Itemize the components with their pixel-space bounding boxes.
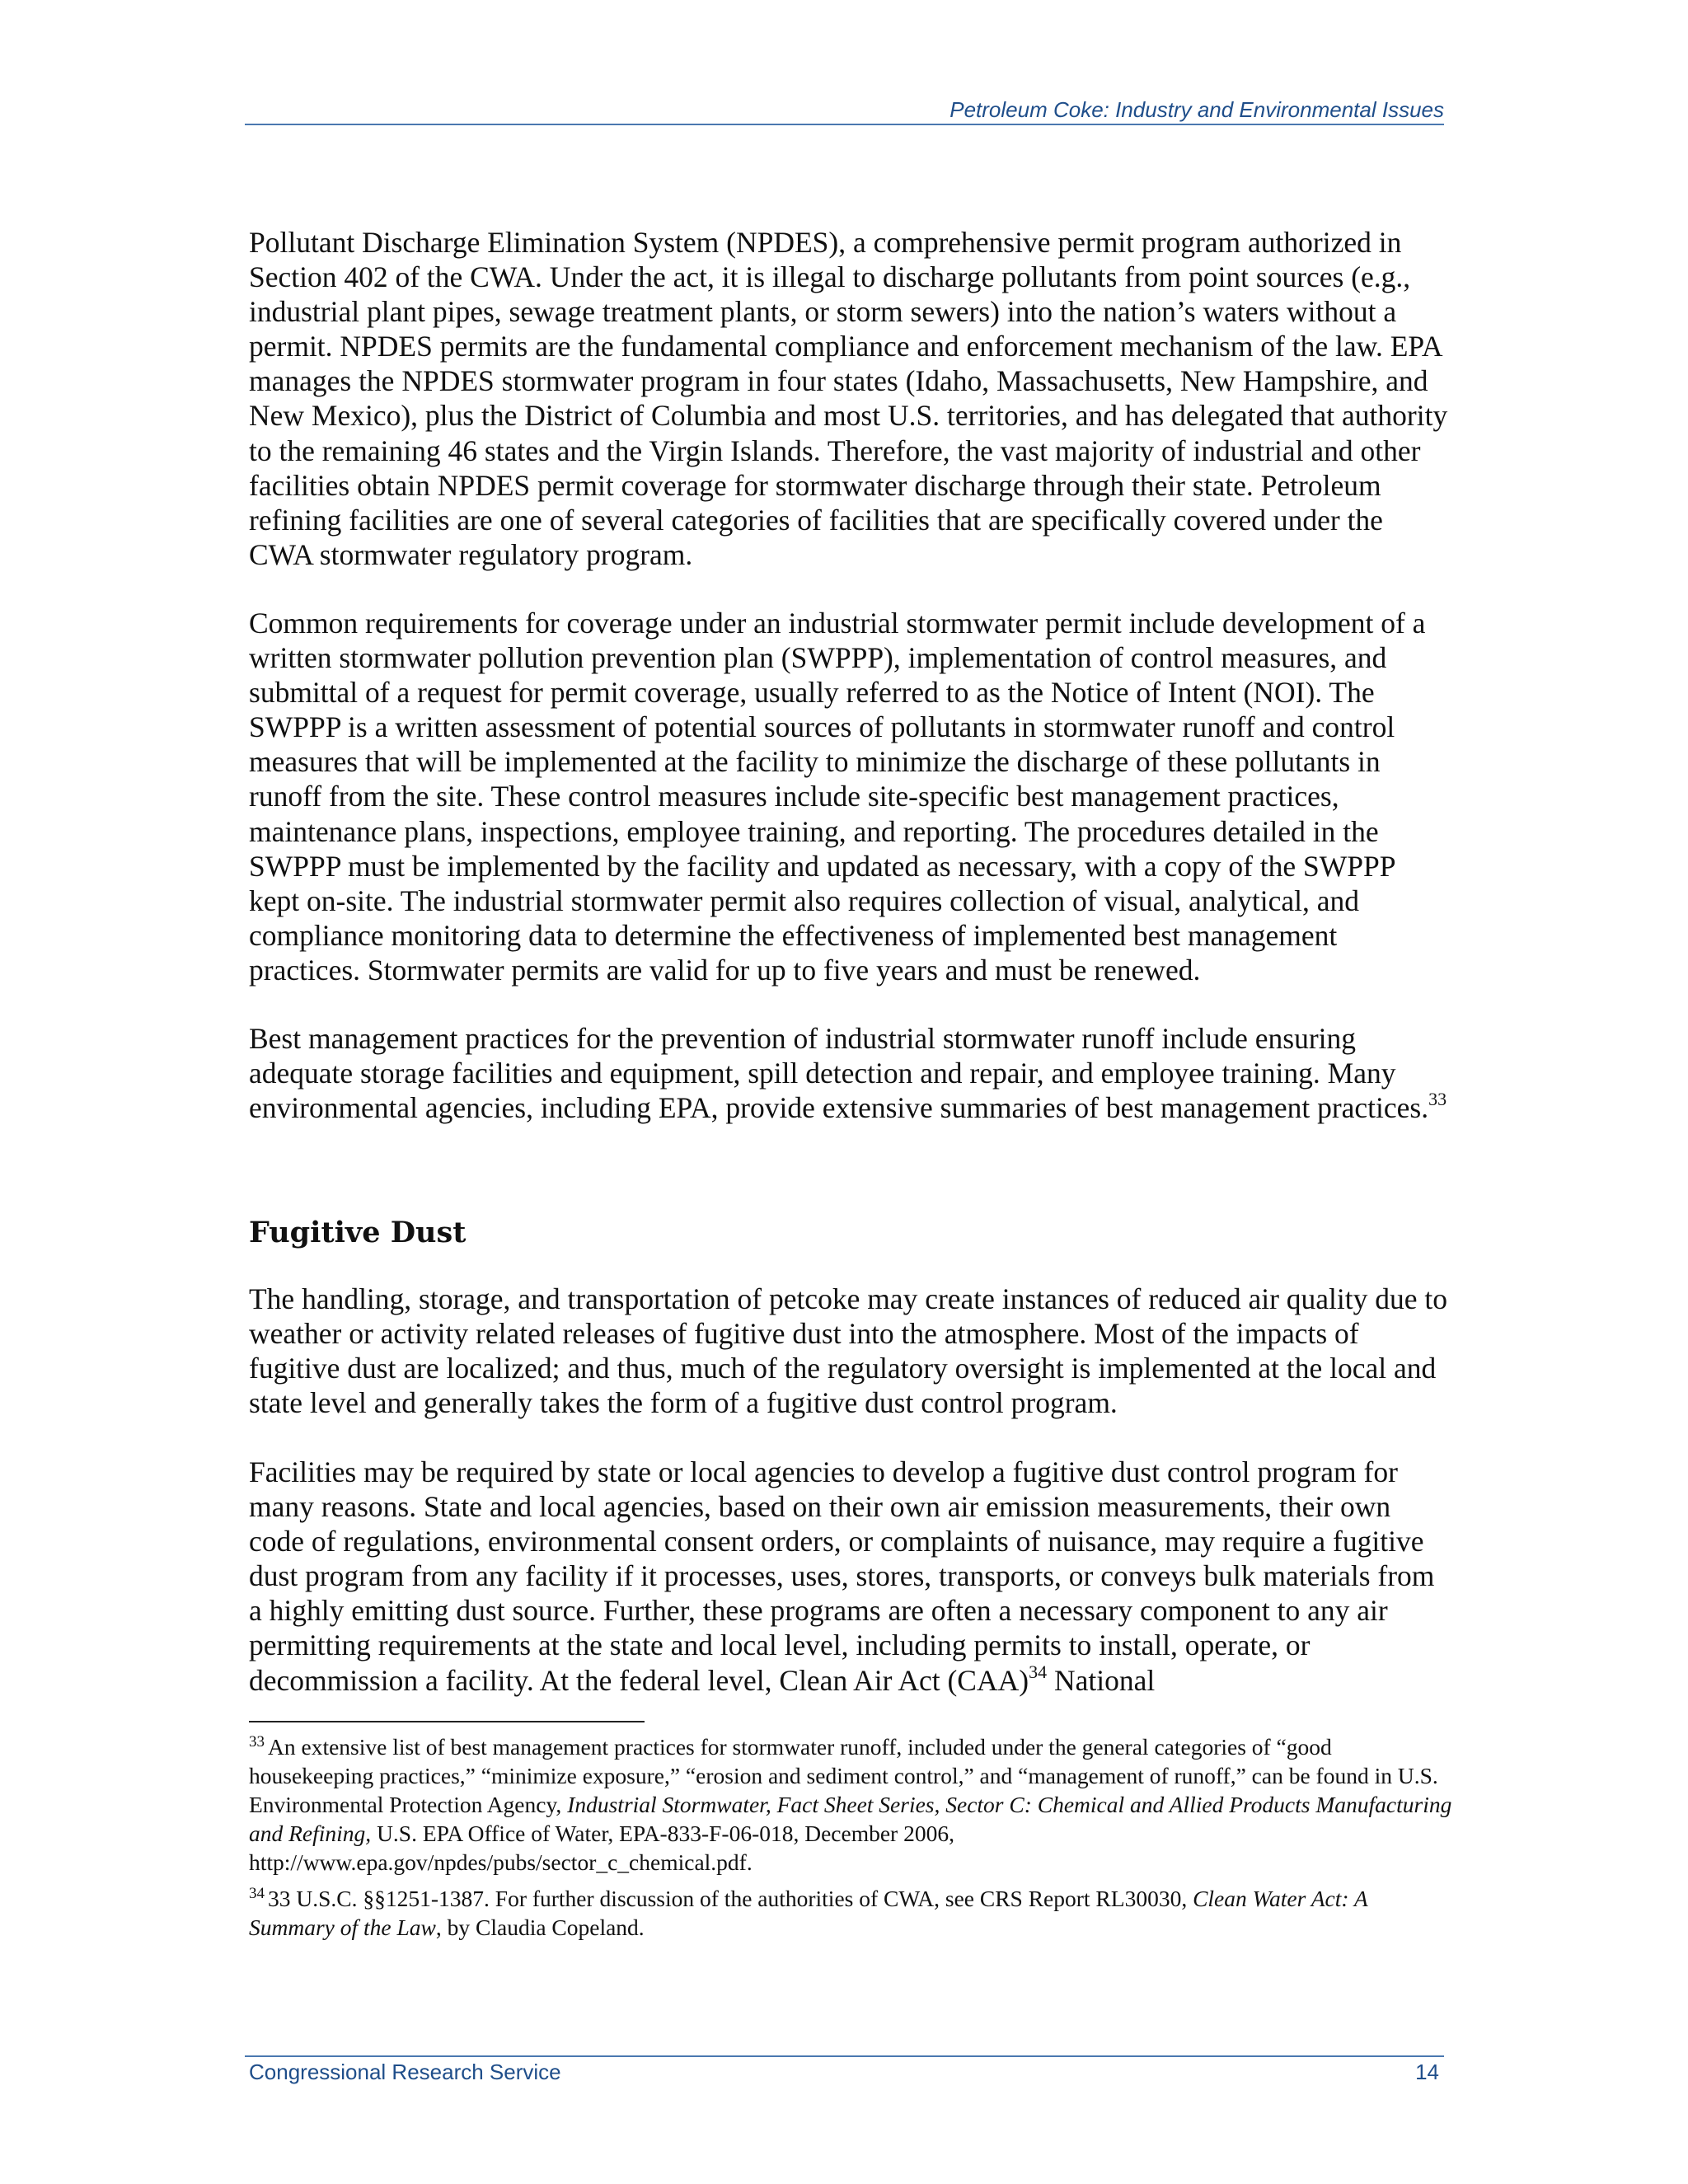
footnote-title: Clean Water Act: A Summary of the Law [249, 1886, 1368, 1940]
running-header: Petroleum Coke: Industry and Environmental Issues [950, 97, 1444, 122]
paragraph-best-management [249, 1021, 1452, 1125]
footnote-ref-34[interactable]: 34 [1029, 1661, 1048, 1682]
paragraph-npdes: Pollutant Discharge Elimination System (NPDES), a comprehensive permit program authorized in Section 402 of the CWA. Under the act, it is illegal to discharge pollutants from point sources (e.g., industrial plant pipes, sewage treatment plants, or storm sewers) into the nation’s waters without a permit. NPDES permits are the fundamental compliance and enforcement mechanism of the law. EPA manages the NPDES stormwater program in four states (Idaho, Massachusetts, New Hampshire, and New Mexico), plus the District of Columbia and most U.S. territories, and has delegated that authority to the remaining 46 states and the Virgin Islands. Therefore, the vast majority of industrial and other facilities obtain NPDES permit coverage for stormwater discharge through their state. Petroleum refining facilities are one of several categories of facilities that are specifically covered under the CWA stormwater regulatory program. [249, 226, 1448, 571]
footnote-text: U.S. EPA Office of Water, EPA-833-F-06-018, December 2006, http://www.epa.gov/npdes/pubs/sector_c_chemical.pdf. [249, 1821, 954, 1875]
body-paragraph [249, 225, 1452, 572]
footnote-separator [249, 1721, 645, 1722]
footnote-34 [249, 1884, 1452, 1942]
footnote-text: , by Claudia Copeland. [435, 1915, 645, 1940]
footnote-number: 33 [249, 1732, 265, 1750]
footnote-text: An extensive list of best management practices for stormwater runoff, included under the general categories of “good housekeeping practices,” “minimize exposure,” “erosion and sediment control,” and “management of runoff,” can be found in U.S. Environmental Protection Agency, [249, 1734, 1438, 1817]
section-heading: Fugitive Dust [249, 1216, 467, 1249]
footer-publisher: Congressional Research Service [249, 2060, 561, 2084]
footnote-33 [249, 1732, 1452, 1877]
footnote-ref-33[interactable]: 33 [1428, 1089, 1447, 1110]
footnote-text: 33 U.S.C. §§1251-1387. For further discussion of the authorities of CWA, see CRS Report RL30030, [268, 1886, 1193, 1911]
body-paragraph [249, 1282, 1452, 1420]
footnotes [249, 1732, 1452, 1949]
body-paragraph [249, 1021, 1452, 1125]
paragraph-fugitive-dust: The handling, storage, and transportation of petcoke may create instances of reduced air quality due to weather or activity related releases of fugitive dust into the atmosphere. Most of the impacts of fugitive dust are localized; and thus, much of the regulatory oversight is implemented at the local and state level and generally takes the form of a fugitive dust control program. [249, 1282, 1447, 1420]
header-rule [245, 124, 1444, 125]
paragraph-swppp: Common requirements for coverage under an industrial stormwater permit include development of a written stormwater pollution prevention plan (SWPPP), implementation of control measures, and submittal of a request for permit coverage, usually referred to as the Notice of Intent (NOI). The SWPPP is a written assessment of potential sources of pollutants in stormwater runoff and control measures that will be implemented at the facility to minimize the discharge of these pollutants in runoff from the site. These control measures include site-specific best management practices, maintenance plans, inspections, employee training, and reporting. The procedures detailed in the SWPPP must be implemented by the facility and updated as necessary, with a copy of the SWPPP kept on-site. The industrial stormwater permit also requires collection of visual, analytical, and compliance monitoring data to determine the effectiveness of implemented best management practices. Stormwater permits are valid for up to five years and must be renewed. [249, 607, 1426, 987]
footer-rule [245, 2055, 1444, 2057]
paragraph-text: Best management practices for the prevention of industrial stormwater runoff include ensuring adequate storage facilities and equipment, spill detection and repair, and employee training. Many environmental agencies, including EPA, provide extensive summaries of best management practices. [249, 1022, 1429, 1125]
page-number: 14 [1415, 2060, 1439, 2084]
paragraph-text: Facilities may be required by state or local agencies to develop a fugitive dust control program for many reasons. State and local agencies, based on their own air emission measurements, their own code of regulations, environmental consent orders, or complaints of nuisance, may require a fugitive dust program from any facility if it processes, uses, stores, transports, or conveys bulk materials from a highly emitting dust source. Further, these programs are often a necessary component to any air permitting requirements at the state and local level, including permits to install, operate, or decommission a facility. At the federal level, Clean Air Act (CAA) [249, 1455, 1435, 1697]
body-paragraph [249, 1455, 1452, 1698]
paragraph-dust-control [249, 1455, 1452, 1698]
footnote-title: Industrial Stormwater, Fact Sheet Series, Sector C: Chemical and Allied Products Manufacturing and Refining, [249, 1792, 1452, 1846]
paragraph-text-tail: National [1047, 1663, 1156, 1697]
footnote-number: 34 [249, 1884, 265, 1902]
body-paragraph [249, 606, 1452, 987]
